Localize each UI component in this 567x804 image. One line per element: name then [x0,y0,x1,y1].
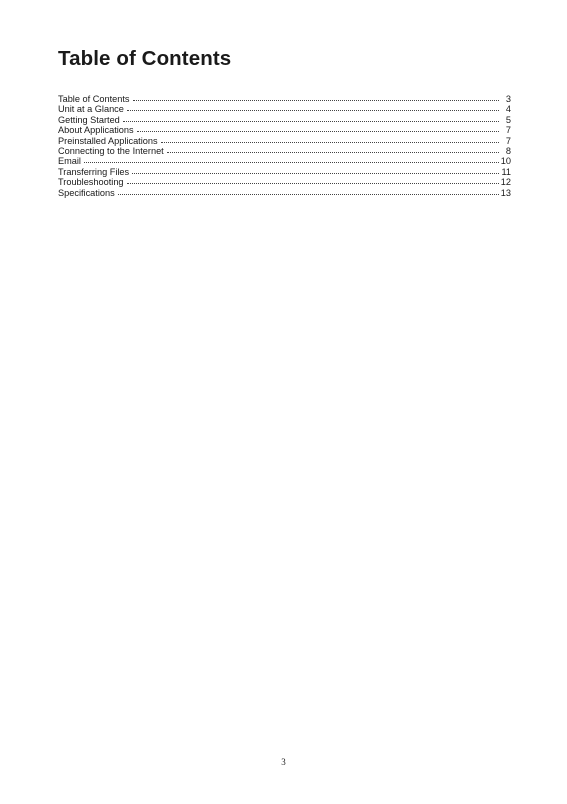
dot-leader [132,166,499,174]
dot-leader [161,135,499,143]
dot-leader [137,124,499,132]
dot-leader [167,145,499,153]
toc-entry-page: 7 [505,125,511,136]
toc-entry-title: Email [58,156,81,167]
dot-leader [133,93,499,101]
toc-entry-title: Unit at a Glance [58,104,124,115]
toc-entry-title: Table of Contents [58,94,130,104]
toc-entry-title: Specifications [58,187,115,198]
toc-entry[interactable] [58,188,511,198]
dot-leader [127,103,499,111]
page-title: Table of Contents [58,47,232,70]
table-of-contents [58,94,511,198]
dot-leader [84,155,499,163]
toc-entry-page: 12 [500,177,511,188]
toc-entry-page: 8 [505,145,511,156]
toc-entry-page: 5 [505,114,511,125]
toc-entry-title: Troubleshooting [58,177,124,188]
toc-entry-page: 4 [505,104,511,115]
toc-entry-page: 11 [501,166,511,177]
toc-entry-title: Preinstalled Applications [58,135,158,146]
toc-entry-page: 7 [505,135,511,146]
toc-entry-page: 10 [500,156,511,167]
dot-leader [127,176,499,184]
toc-entry-title: Connecting to the Internet [58,145,164,156]
dot-leader [118,187,499,195]
page-number: 3 [281,757,286,767]
toc-entry-page: 13 [500,187,511,198]
toc-entry-title: Transferring Files [58,166,130,177]
toc-entry-title: About Applications [58,125,134,136]
toc-entry-page: 3 [505,94,511,104]
toc-entry-title: Getting Started [58,114,120,125]
dot-leader [123,114,499,122]
